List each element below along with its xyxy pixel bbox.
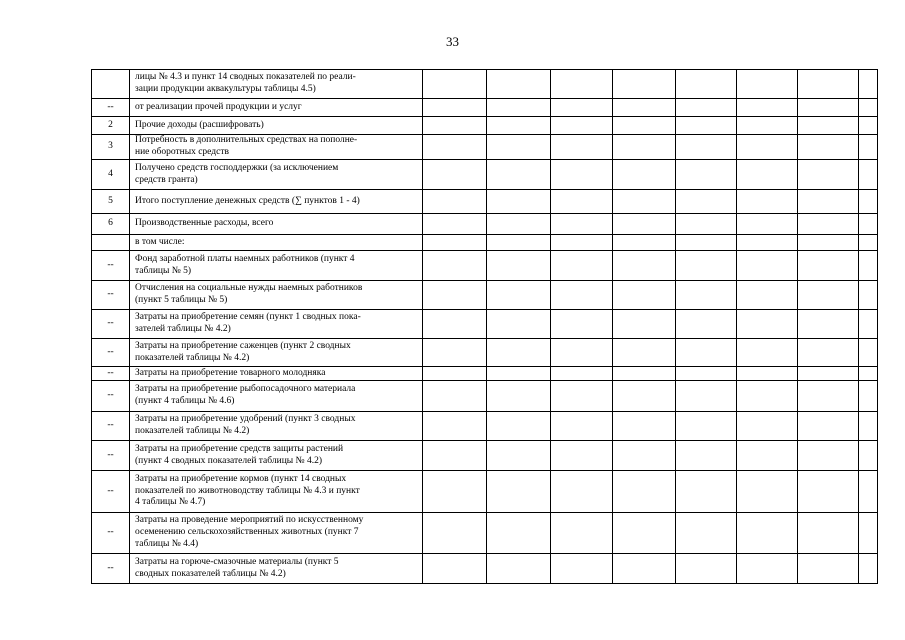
value-cell: [798, 160, 859, 190]
value-cell: [551, 339, 613, 367]
value-cell: [423, 135, 487, 160]
row-label-cell: Затраты на приобретение товарного молодняка: [130, 367, 423, 381]
value-cell: [613, 214, 676, 235]
value-cell: [423, 160, 487, 190]
value-cell: [487, 471, 551, 513]
value-cell: [423, 214, 487, 235]
row-label-cell: Фонд заработной платы наемных работников (пункт 4 таблицы № 5): [130, 251, 423, 281]
value-cell: [423, 412, 487, 441]
value-cell: [423, 70, 487, 99]
row-label-cell: лицы № 4.3 и пункт 14 сводных показателей по реали- зации продукции аквакультуры таблицы 4.5): [130, 70, 423, 99]
row-label-cell: Получено средств господдержки (за исключением средств гранта): [130, 160, 423, 190]
value-cell: [423, 367, 487, 381]
table-row: [92, 70, 878, 99]
value-cell: [676, 70, 737, 99]
value-cell: [676, 214, 737, 235]
value-cell: [676, 251, 737, 281]
value-cell: [423, 235, 487, 251]
row-label-cell: Затраты на горюче-смазочные материалы (пункт 5 сводных показателей таблицы № 4.2): [130, 554, 423, 584]
value-cell: [798, 367, 859, 381]
value-cell: [423, 441, 487, 471]
value-cell: [613, 471, 676, 513]
value-cell: [676, 281, 737, 310]
value-cell: [551, 214, 613, 235]
table-row: [92, 160, 878, 190]
value-cell: [423, 251, 487, 281]
value-cell: [551, 235, 613, 251]
value-cell: [859, 190, 878, 214]
row-number-cell: --: [92, 99, 130, 117]
value-cell: [551, 471, 613, 513]
value-cell: [551, 381, 613, 412]
row-number-cell: --: [92, 471, 130, 513]
row-number-cell: 4: [92, 160, 130, 190]
value-cell: [423, 190, 487, 214]
value-cell: [798, 281, 859, 310]
value-cell: [676, 367, 737, 381]
value-cell: [676, 135, 737, 160]
value-cell: [487, 367, 551, 381]
table-row: [92, 281, 878, 310]
value-cell: [551, 70, 613, 99]
value-cell: [737, 160, 798, 190]
value-cell: [676, 441, 737, 471]
value-cell: [613, 251, 676, 281]
row-label-cell: Затраты на проведение мероприятий по искусственному осеменению сельскохозяйственных животных (пункт 7 таблицы № 4.4): [130, 513, 423, 554]
value-cell: [798, 554, 859, 584]
value-cell: [487, 190, 551, 214]
value-cell: [487, 160, 551, 190]
value-cell: [423, 310, 487, 339]
value-cell: [487, 251, 551, 281]
value-cell: [737, 235, 798, 251]
value-cell: [613, 281, 676, 310]
value-cell: [551, 117, 613, 135]
value-cell: [859, 367, 878, 381]
value-cell: [859, 99, 878, 117]
value-cell: [737, 117, 798, 135]
table-row: [92, 117, 878, 135]
row-number-cell: --: [92, 513, 130, 554]
value-cell: [676, 412, 737, 441]
value-cell: [487, 513, 551, 554]
value-cell: [551, 281, 613, 310]
row-number-cell: --: [92, 367, 130, 381]
row-label-cell: Затраты на приобретение рыбопосадочного материала (пункт 4 таблицы № 4.6): [130, 381, 423, 412]
row-number-cell: --: [92, 310, 130, 339]
row-number-cell: --: [92, 412, 130, 441]
value-cell: [676, 554, 737, 584]
value-cell: [551, 190, 613, 214]
value-cell: [859, 135, 878, 160]
table-row: [92, 381, 878, 412]
table-row: [92, 310, 878, 339]
value-cell: [798, 251, 859, 281]
value-cell: [676, 339, 737, 367]
value-cell: [551, 251, 613, 281]
value-cell: [676, 160, 737, 190]
row-number-cell: --: [92, 281, 130, 310]
row-number-cell: 2: [92, 117, 130, 135]
value-cell: [737, 99, 798, 117]
value-cell: [676, 513, 737, 554]
value-cell: [859, 339, 878, 367]
value-cell: [737, 381, 798, 412]
page-number: 33: [446, 34, 459, 49]
value-cell: [423, 117, 487, 135]
value-cell: [551, 99, 613, 117]
table-row: [92, 251, 878, 281]
row-label-cell: Затраты на приобретение саженцев (пункт 2 сводных показателей таблицы № 4.2): [130, 339, 423, 367]
row-label-cell: Затраты на приобретение кормов (пункт 14 сводных показателей по животноводству таблицы № 4.3 и пункт 4 таблицы № 4.7): [130, 471, 423, 513]
value-cell: [676, 99, 737, 117]
value-cell: [613, 381, 676, 412]
table-row: [92, 235, 878, 251]
value-cell: [551, 441, 613, 471]
value-cell: [613, 160, 676, 190]
value-cell: [859, 441, 878, 471]
row-label-cell: Затраты на приобретение средств защиты растений (пункт 4 сводных показателей таблицы № 4.2): [130, 441, 423, 471]
value-cell: [798, 513, 859, 554]
value-cell: [859, 513, 878, 554]
value-cell: [423, 339, 487, 367]
value-cell: [551, 412, 613, 441]
table-row: [92, 214, 878, 235]
value-cell: [798, 117, 859, 135]
value-cell: [737, 471, 798, 513]
row-label-cell: Итого поступление денежных средств (∑ пунктов 1 - 4): [130, 190, 423, 214]
table-row: [92, 190, 878, 214]
value-cell: [737, 310, 798, 339]
value-cell: [487, 135, 551, 160]
value-cell: [487, 441, 551, 471]
value-cell: [423, 513, 487, 554]
value-cell: [487, 281, 551, 310]
row-number-cell: --: [92, 339, 130, 367]
value-cell: [487, 117, 551, 135]
row-number-cell: [92, 235, 130, 251]
value-cell: [859, 160, 878, 190]
value-cell: [487, 214, 551, 235]
value-cell: [676, 235, 737, 251]
table-row: [92, 412, 878, 441]
value-cell: [487, 70, 551, 99]
value-cell: [798, 441, 859, 471]
value-cell: [676, 117, 737, 135]
value-cell: [551, 135, 613, 160]
row-number-cell: --: [92, 441, 130, 471]
value-cell: [737, 412, 798, 441]
value-cell: [737, 441, 798, 471]
value-cell: [487, 412, 551, 441]
value-cell: [613, 70, 676, 99]
row-label-cell: Потребность в дополнительных средствах на пополне- ние оборотных средств: [130, 135, 423, 160]
row-number-cell: [92, 70, 130, 99]
value-cell: [613, 117, 676, 135]
value-cell: [798, 214, 859, 235]
value-cell: [423, 381, 487, 412]
value-cell: [613, 441, 676, 471]
value-cell: [676, 471, 737, 513]
table-row: [92, 513, 878, 554]
value-cell: [676, 190, 737, 214]
value-cell: [859, 471, 878, 513]
row-number-cell: --: [92, 251, 130, 281]
row-label-cell: Отчисления на социальные нужды наемных работников (пункт 5 таблицы № 5): [130, 281, 423, 310]
row-number-cell: 6: [92, 214, 130, 235]
value-cell: [487, 99, 551, 117]
value-cell: [613, 135, 676, 160]
value-cell: [737, 339, 798, 367]
value-cell: [487, 235, 551, 251]
value-cell: [798, 339, 859, 367]
value-cell: [859, 235, 878, 251]
row-number-cell: 5: [92, 190, 130, 214]
value-cell: [798, 70, 859, 99]
value-cell: [613, 235, 676, 251]
row-label-cell: Производственные расходы, всего: [130, 214, 423, 235]
value-cell: [551, 160, 613, 190]
value-cell: [859, 117, 878, 135]
row-number-cell: --: [92, 554, 130, 584]
value-cell: [613, 339, 676, 367]
value-cell: [613, 99, 676, 117]
value-cell: [798, 471, 859, 513]
value-cell: [737, 281, 798, 310]
value-cell: [676, 381, 737, 412]
value-cell: [487, 339, 551, 367]
value-cell: [798, 135, 859, 160]
table-row: [92, 99, 878, 117]
value-cell: [859, 251, 878, 281]
value-cell: [551, 367, 613, 381]
value-cell: [737, 513, 798, 554]
value-cell: [859, 70, 878, 99]
value-cell: [613, 554, 676, 584]
value-cell: [551, 554, 613, 584]
table-row: [92, 367, 878, 381]
value-cell: [423, 471, 487, 513]
value-cell: [613, 310, 676, 339]
row-label-cell: Прочие доходы (расшифровать): [130, 117, 423, 135]
value-cell: [613, 190, 676, 214]
row-label-cell: Затраты на приобретение удобрений (пункт 3 сводных показателей таблицы № 4.2): [130, 412, 423, 441]
value-cell: [859, 281, 878, 310]
value-cell: [551, 310, 613, 339]
value-cell: [737, 135, 798, 160]
value-cell: [859, 214, 878, 235]
value-cell: [737, 367, 798, 381]
value-cell: [676, 310, 737, 339]
financial-plan-table: [91, 69, 878, 584]
value-cell: [737, 190, 798, 214]
value-cell: [487, 381, 551, 412]
value-cell: [487, 310, 551, 339]
value-cell: [798, 190, 859, 214]
row-number-cell: --: [92, 381, 130, 412]
table-row: [92, 554, 878, 584]
row-number-cell: 3: [92, 135, 130, 160]
value-cell: [798, 381, 859, 412]
value-cell: [859, 554, 878, 584]
value-cell: [737, 554, 798, 584]
value-cell: [551, 513, 613, 554]
value-cell: [798, 235, 859, 251]
value-cell: [423, 99, 487, 117]
table-row: [92, 441, 878, 471]
value-cell: [423, 281, 487, 310]
table-row: [92, 471, 878, 513]
row-label-cell: в том числе:: [130, 235, 423, 251]
value-cell: [737, 251, 798, 281]
table-row: [92, 339, 878, 367]
value-cell: [613, 513, 676, 554]
value-cell: [613, 367, 676, 381]
value-cell: [487, 554, 551, 584]
value-cell: [859, 412, 878, 441]
value-cell: [859, 381, 878, 412]
value-cell: [423, 554, 487, 584]
row-label-cell: Затраты на приобретение семян (пункт 1 сводных пока- зателей таблицы № 4.2): [130, 310, 423, 339]
table-row: [92, 135, 878, 160]
value-cell: [737, 70, 798, 99]
value-cell: [798, 310, 859, 339]
value-cell: [613, 412, 676, 441]
value-cell: [859, 310, 878, 339]
value-cell: [737, 214, 798, 235]
value-cell: [798, 412, 859, 441]
row-label-cell: от реализации прочей продукции и услуг: [130, 99, 423, 117]
value-cell: [798, 99, 859, 117]
